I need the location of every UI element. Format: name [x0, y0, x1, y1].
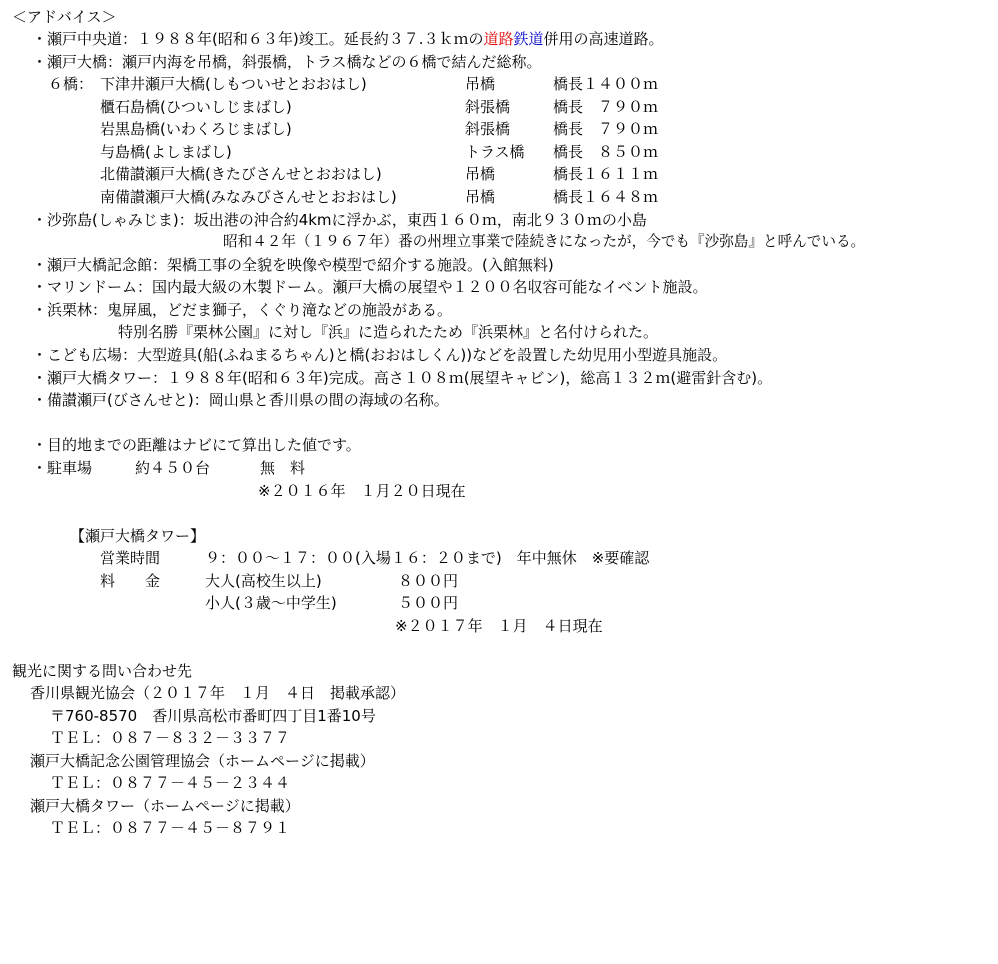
bridge-type: 斜張橋	[465, 98, 511, 116]
bridge-length: 橋長１６４８ｍ	[553, 188, 659, 206]
contact-org-2: 瀬戸大橋記念公園管理協会（ホームページに掲載）	[30, 752, 375, 770]
bridge-name: 下津井瀬戸大橋(しもついせとおおはし)	[100, 75, 367, 93]
bridge-type: 吊橋	[465, 75, 496, 93]
seto-chuo-line	[32, 28, 664, 50]
bridge-length: 橋長 ７９０ｍ	[553, 120, 659, 138]
bridge-name: 南備讃瀬戸大橋(みなみびさんせとおおはし)	[100, 188, 397, 206]
contact-org-1: 香川県観光協会（２０１７年 １月 ４日 掲載承認）	[30, 684, 406, 702]
kodomo-line: ・こども広場：大型遊具(船(ふねまるちゃん)と橋(おおはしくん))などを設置した幼児用小型遊具施設。	[32, 346, 728, 364]
bridge-length: 橋長１４００ｍ	[553, 75, 659, 93]
bridge-length: 橋長 ８５０ｍ	[553, 143, 659, 161]
parking-count: 約４５０台	[135, 459, 211, 477]
fee-who: 大人(高校生以上)	[205, 572, 322, 590]
fee-price: ５００円	[398, 594, 459, 612]
rail-text: 鉄道	[513, 30, 544, 48]
bridge-name: 与島橋(よしまばし)	[100, 143, 232, 161]
bridge-name: 櫃石島橋(ひついしじまばし)	[100, 98, 292, 116]
shamijima-line: ・沙弥島(しゃみじま)：坂出港の沖合約4kmに浮かぶ，東西１６０ｍ，南北９３０ｍの小島	[32, 211, 647, 229]
contact-org-2-tel: ＴＥＬ：０８７７－４５－２３４４	[50, 774, 291, 792]
kinenkan-line: ・瀬戸大橋記念館：架橋工事の全貌を映像や模型で紹介する施設。(入館無料)	[32, 256, 554, 274]
bisan-line: ・備讃瀬戸(びさんせと)：岡山県と香川県の間の海域の名称。	[32, 391, 449, 409]
parking-fee: 無 料	[260, 459, 306, 477]
bridge-type: 斜張橋	[465, 120, 511, 138]
contact-org-1-tel: ＴＥＬ：０８７－８３２－３３７７	[50, 729, 291, 747]
tower-heading: 【瀬戸大橋タワー】	[70, 527, 206, 545]
seto-ohashi-line: ・瀬戸大橋：瀬戸内海を吊橋，斜張橋，トラス橋などの６橋で結んだ総称。	[32, 53, 542, 71]
bridge-length: 橋長１６１１ｍ	[553, 165, 659, 183]
tower-date: ※２０１７年 １月 ４日現在	[395, 617, 603, 635]
seto-chuo-tail: 併用の高速道路。	[543, 30, 664, 48]
distance-note: ・目的地までの距離はナビにて算出した値です。	[32, 436, 361, 454]
contact-org-1-address: 〒760-8570 香川県高松市番町四丁目1番10号	[50, 707, 376, 725]
fee-who: 小人(３歳～中学生)	[205, 594, 337, 612]
parking-date: ※２０１６年 １月２０日現在	[258, 482, 466, 500]
seto-chuo-text: ・瀬戸中央道：１９８８年(昭和６３年)竣工。延長約３７.３ｋｍの	[32, 30, 484, 48]
hours-label: 営業時間	[100, 549, 161, 567]
hamakuri-line: ・浜栗林：鬼屏風，どだま獅子，くぐり滝などの施設がある。	[32, 301, 453, 319]
bridge-type: 吊橋	[465, 188, 496, 206]
parking-label: ・駐車場	[32, 459, 93, 477]
marine-dome-line: ・マリンドーム：国内最大級の木製ドーム。瀬戸大橋の展望や１２００名収容可能なイベント施設。	[32, 278, 708, 296]
bridges-label: ６橋：	[48, 75, 94, 93]
hours-value: ９：００～１７：００(入場１６：２０まで) 年中無休 ※要確認	[205, 549, 650, 567]
bridge-name: 北備讃瀬戸大橋(きたびさんせとおおはし)	[100, 165, 382, 183]
fee-label: 料 金	[100, 572, 161, 590]
bridge-name: 岩黒島橋(いわくろじまばし)	[100, 120, 292, 138]
tower-line: ・瀬戸大橋タワー：１９８８年(昭和６３年)完成。高さ１０８ｍ(展望キャビン)，総高１３２ｍ(避雷針含む)。	[32, 369, 773, 387]
fee-price: ８００円	[398, 572, 459, 590]
hamakuri-line-2: 特別名勝『栗林公園』に対し『浜』に造られたため『浜栗林』と名付けられた。	[118, 323, 659, 341]
shamijima-line-2: 昭和４２年（１９６７年）番の州埋立事業で陸続きになったが，今でも『沙弥島』と呼んでいる。	[223, 233, 866, 250]
contact-org-3: 瀬戸大橋タワー（ホームページに掲載）	[30, 797, 300, 815]
road-text: 道路	[483, 30, 514, 48]
bridge-length: 橋長 ７９０ｍ	[553, 98, 659, 116]
bridge-type: 吊橋	[465, 165, 496, 183]
advice-heading: ＜アドバイス＞	[12, 8, 117, 26]
contact-org-3-tel: ＴＥＬ：０８７７－４５－８７９１	[50, 819, 291, 837]
bridge-type: トラス橋	[465, 143, 525, 161]
contact-heading: 観光に関する問い合わせ先	[12, 662, 193, 680]
